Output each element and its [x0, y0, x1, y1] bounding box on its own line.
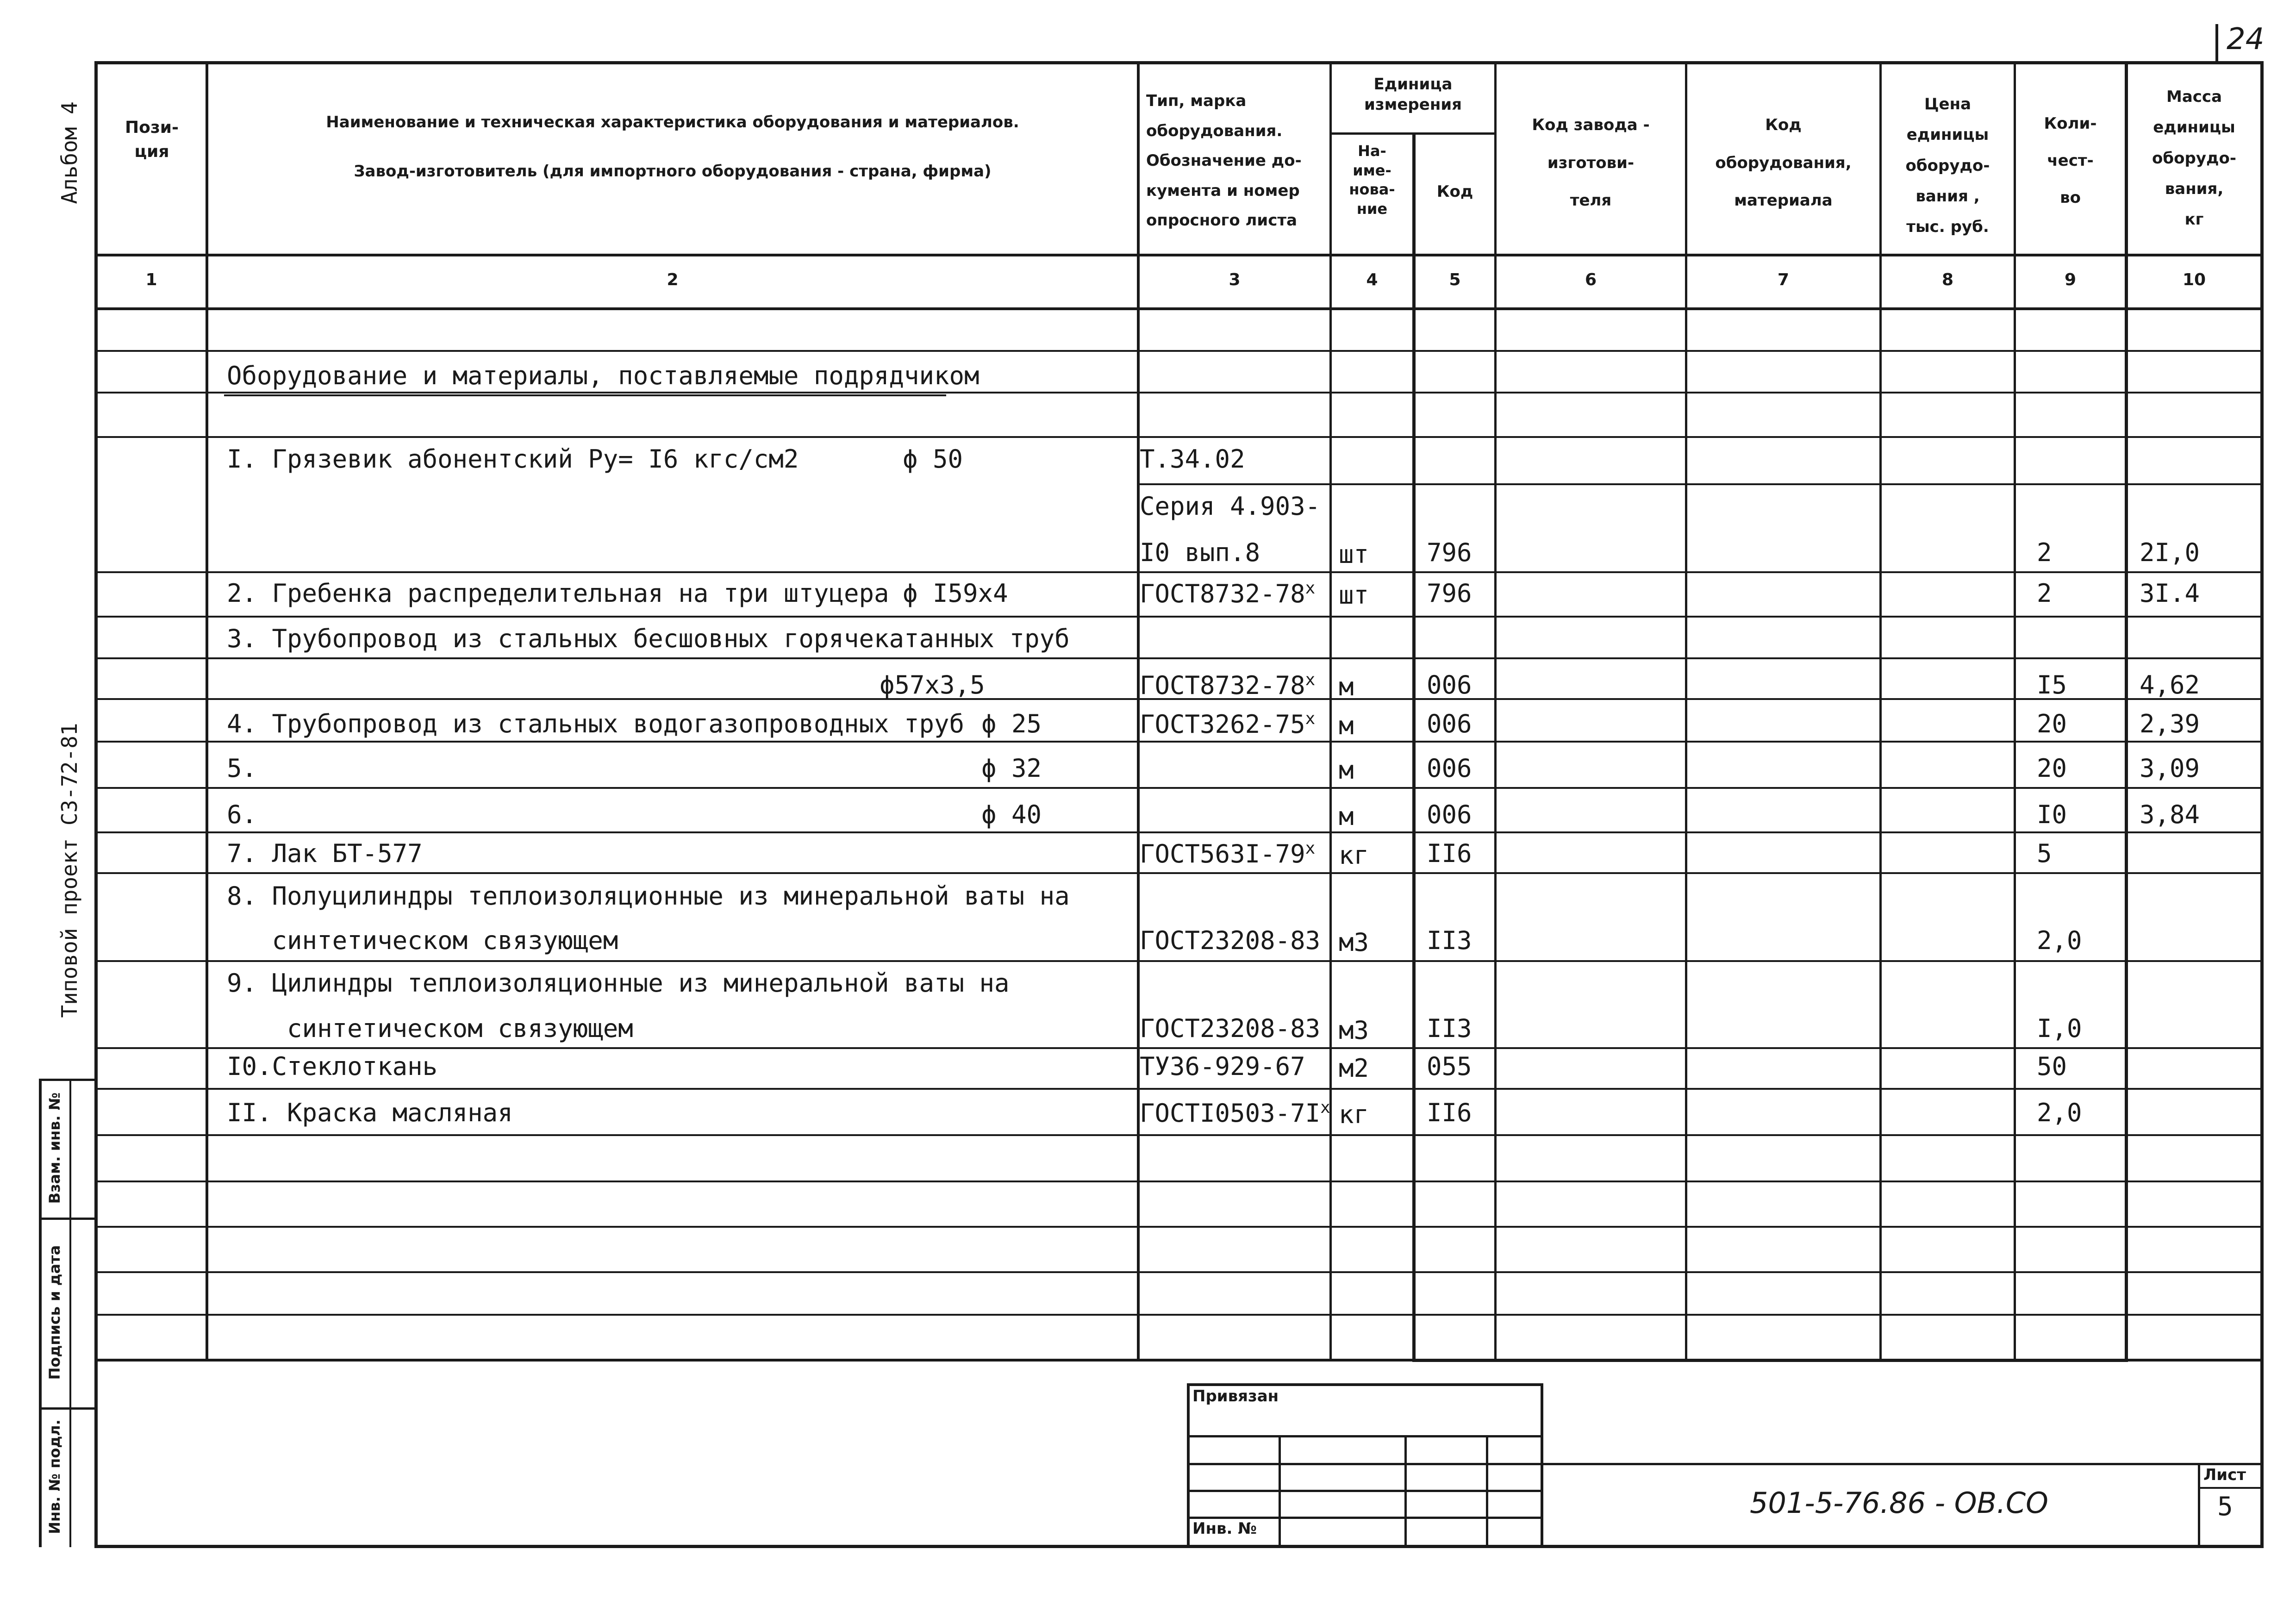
header-mass: Масса единицы оборудо- вания, кг — [2152, 87, 2236, 229]
row-unit: шт — [1339, 540, 1369, 569]
header-price: Цена единицы оборудо- вания , тыс. руб. — [1905, 95, 1990, 237]
header-name-line2: Завод-изготовитель (для импортного оборудования - страна, фирма) — [354, 162, 992, 181]
row-mass: 2I,0 — [2140, 538, 2200, 567]
row-mass: 3,09 — [2140, 754, 2200, 783]
header-unit: Единица измерения — [1364, 75, 1462, 114]
inv-replace-label: Взам. инв. № — [46, 1092, 63, 1204]
row-unit: м3 — [1339, 928, 1369, 957]
row-name: I. Грязевик абонентский Ру= I6 кгс/см2 — [227, 444, 799, 474]
signature-date-label: Подпись и дата — [46, 1245, 63, 1380]
row-type — [1140, 670, 1315, 700]
row-unit: м — [1339, 802, 1354, 831]
row-type — [1140, 1052, 1305, 1081]
row-type — [1140, 1014, 1320, 1043]
row-quantity: 2,0 — [2037, 926, 2082, 955]
row-name: 7. Лак БТ-577 — [227, 839, 423, 868]
row-type-superscript: x — [1305, 670, 1316, 689]
row-mass: 4,62 — [2140, 670, 2200, 700]
row-unit: кг — [1339, 1100, 1369, 1129]
row-name: 4. Трубопровод из стальных водогазопроводных труб — [227, 709, 965, 738]
row-quantity: 2 — [2037, 538, 2052, 567]
row-quantity: 2 — [2037, 579, 2052, 608]
header-plant-code: Код завода - изготови- теля — [1532, 116, 1650, 210]
row-unit-code: 796 — [1427, 579, 1472, 608]
row-name: 9. Цилиндры теплоизоляционные из минеральной ваты на — [227, 968, 1010, 998]
row-type-text: I0 вып.8 — [1140, 538, 1260, 567]
row-mass: 3I.4 — [2140, 579, 2200, 608]
row-quantity: 20 — [2037, 754, 2067, 783]
row-unit: м3 — [1339, 1016, 1369, 1045]
document-code: 501-5-76.86 - ОВ.СО — [1750, 1486, 2048, 1520]
row-type — [1140, 839, 1315, 868]
col-number-1: 1 — [145, 270, 157, 289]
row-diameter: ϕ57x3,5 — [880, 670, 985, 700]
row-name: 6. — [227, 800, 257, 829]
row-type — [1140, 1098, 1330, 1128]
sheet-label: Лист — [2203, 1466, 2246, 1484]
row-name: 5. — [227, 754, 257, 783]
row-name: 8. Полуцилиндры теплоизоляционные из минеральной ваты на — [227, 881, 1070, 911]
row-type-superscript: x — [1320, 1098, 1330, 1117]
project-label: Типовой проект СЗ-72-81 — [57, 723, 82, 1018]
header-position: Пози- ция — [125, 118, 179, 162]
row-unit-code: II3 — [1427, 926, 1472, 955]
row-diameter: ϕ I59x4 — [903, 579, 1008, 608]
col-number-8: 8 — [1941, 270, 1954, 289]
row-name: 3. Трубопровод из стальных бесшовных горячекатанных труб — [227, 624, 1070, 653]
row-type-text: ТУ36-929-67 — [1140, 1052, 1305, 1081]
row-diameter: ϕ 32 — [981, 754, 1042, 783]
header-unit-name: На- име- нова- ние — [1349, 142, 1395, 218]
row-type-text: Серия 4.903- — [1140, 492, 1321, 521]
row-type — [1140, 579, 1315, 608]
header-quantity: Коли- чест- во — [2044, 114, 2097, 207]
row-unit-code: II3 — [1427, 1014, 1472, 1043]
row-unit: м — [1339, 756, 1354, 785]
row-type-superscript: x — [1305, 709, 1316, 728]
row-unit-code: 006 — [1427, 670, 1472, 700]
row-diameter: ϕ 50 — [903, 444, 963, 474]
row-mass: 2,39 — [2140, 709, 2200, 738]
col-number-5: 5 — [1449, 270, 1461, 289]
col-number-9: 9 — [2064, 270, 2077, 289]
row-name: синтетическом связующем — [227, 926, 618, 955]
row-type-text: ГОСТ23208-83 — [1140, 1014, 1321, 1043]
row-type-text: ГОСТ3262-75 — [1140, 710, 1305, 739]
row-unit: шт — [1339, 581, 1369, 610]
sheet-number: 5 — [2217, 1492, 2233, 1522]
row-unit-code: II6 — [1427, 839, 1472, 868]
row-diameter: ϕ 40 — [981, 800, 1042, 829]
row-unit: м — [1339, 711, 1354, 740]
col-number-3: 3 — [1229, 270, 1241, 289]
row-unit-code: 006 — [1427, 709, 1472, 738]
inv-original-label: Инв. № подл. — [46, 1419, 63, 1534]
top-sheet-marker — [2215, 24, 2218, 63]
row-unit-code: II6 — [1427, 1098, 1472, 1127]
stamp-inv-no: Инв. № — [1192, 1519, 1257, 1538]
col-number-4: 4 — [1366, 270, 1378, 289]
row-type-text: ГОСТ8732-78 — [1140, 579, 1305, 608]
row-type-text: ГОСТ8732-78 — [1140, 671, 1305, 700]
col-number-10: 10 — [2182, 270, 2206, 289]
row-name: II. Краска масляная — [227, 1098, 513, 1127]
row-mass: 3,84 — [2140, 800, 2200, 829]
row-type — [1140, 492, 1320, 521]
row-quantity: I5 — [2037, 670, 2067, 700]
header-equipment-code: Код оборудования, материала — [1715, 116, 1852, 210]
row-type-text: ГОСТI0503-7I — [1140, 1099, 1321, 1128]
row-unit-code: 006 — [1427, 800, 1472, 829]
row-type-text: Т.34.02 — [1140, 444, 1245, 474]
stamp-privyazan: Привязан — [1192, 1387, 1279, 1405]
row-unit: м — [1339, 672, 1354, 701]
row-quantity: 2,0 — [2037, 1098, 2082, 1127]
row-unit-code: 796 — [1427, 538, 1472, 567]
row-name: I0.Стеклоткань — [227, 1052, 438, 1081]
col-number-7: 7 — [1777, 270, 1790, 289]
row-type-superscript: x — [1305, 579, 1316, 598]
row-type — [1140, 444, 1245, 474]
top-sheet-number: 24 — [2227, 22, 2265, 56]
col-number-6: 6 — [1585, 270, 1597, 289]
row-unit-code: 055 — [1427, 1052, 1472, 1081]
row-type-text: ГОСТ23208-83 — [1140, 926, 1321, 955]
row-name: 2. Гребенка распределительная на три штуцера — [227, 579, 889, 608]
row-unit-code: 006 — [1427, 754, 1472, 783]
header-name-line1: Наименование и техническая характеристика оборудования и материалов. — [326, 113, 1019, 131]
row-quantity: 50 — [2037, 1052, 2067, 1081]
row-quantity: I0 — [2037, 800, 2067, 829]
album-label: Альбом 4 — [57, 101, 82, 204]
header-type: Тип, марка оборудования. Обозначение до- кумента и номер опросного листа — [1146, 92, 1302, 230]
row-quantity: 5 — [2037, 839, 2052, 868]
header-unit-code: Код — [1436, 182, 1473, 201]
row-type — [1140, 926, 1320, 955]
row-type — [1140, 709, 1315, 739]
row-quantity: 20 — [2037, 709, 2067, 738]
col-number-2: 2 — [667, 270, 679, 289]
row-unit: м2 — [1339, 1054, 1369, 1083]
section-title-underline — [224, 394, 946, 396]
row-type — [1140, 538, 1260, 567]
row-type-superscript: x — [1305, 839, 1316, 858]
row-name: синтетическом связующем — [227, 1014, 633, 1043]
row-quantity: I,0 — [2037, 1014, 2082, 1043]
row-unit: кг — [1339, 841, 1369, 870]
section-title: Оборудование и материалы, поставляемые подрядчиком — [227, 361, 980, 390]
row-diameter: ϕ 25 — [981, 709, 1042, 738]
row-type-text: ГОСТ563I-79 — [1140, 839, 1305, 868]
